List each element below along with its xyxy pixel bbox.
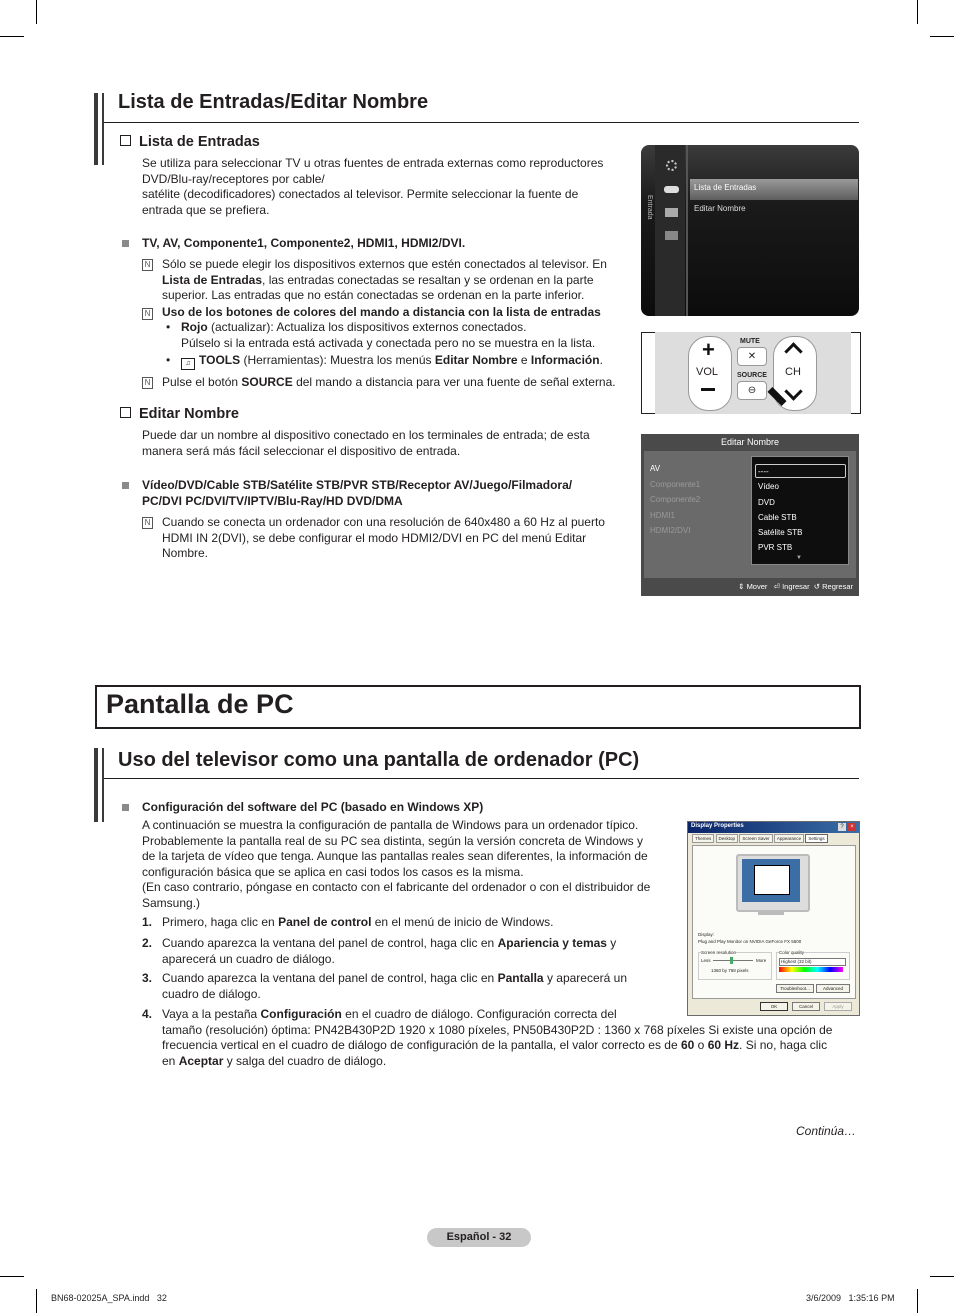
subsection-title bbox=[120, 406, 239, 422]
section-title: Uso del televisor como una pantalla de ordenador (PC) bbox=[118, 749, 640, 771]
text-line: Vaya a la pestaña Configuración en el cuadro de diálogo. Configuración correcta del bbox=[162, 1007, 617, 1021]
text-line: Se utiliza para seleccionar TV u otras fuentes de entrada externas como reproductores bbox=[142, 156, 604, 170]
text-line: superior. Las entradas que no están conectadas se ordenan en la parte inferior. bbox=[162, 288, 585, 302]
subsection-title-text: Lista de Entradas bbox=[139, 134, 260, 150]
footer-enter: Ingresar bbox=[782, 582, 810, 591]
square-bullet-icon bbox=[122, 482, 129, 489]
step-text bbox=[162, 971, 677, 1002]
slider-thumb[interactable] bbox=[730, 957, 733, 964]
crop-mark bbox=[930, 36, 954, 37]
chapter-title: Pantalla de PC bbox=[106, 689, 294, 719]
text-line: de la tarjeta de vídeo que tenga. Aunque las pantallas reales sean diferentes, la información de bbox=[142, 849, 648, 863]
color-select[interactable]: Highest (32 bit) bbox=[779, 958, 846, 966]
tab-themes[interactable]: Themes bbox=[692, 834, 714, 843]
left-list bbox=[650, 461, 700, 539]
list-item[interactable]: HDMI2/DVI bbox=[650, 526, 691, 535]
square-bullet-icon bbox=[122, 240, 129, 247]
text-line: HDMI IN 2(DVI), se debe configurar el modo HDMI2/DVI en PC del menú Editar bbox=[162, 530, 587, 545]
text-line: Puede dar un nombre al dispositivo conectado en los terminales de entrada; de esta bbox=[142, 428, 590, 442]
return-icon: ↺ bbox=[813, 582, 821, 591]
note-text bbox=[162, 515, 632, 562]
text-line: frecuencia vertical en el cuadro de diálogo de configuración de la pantalla, el valor correcto es de 60 o 60 Hz. Si no, haga clic bbox=[162, 1038, 828, 1052]
tab-screen-saver[interactable]: Screen Saver bbox=[739, 834, 772, 843]
display-label: Display: bbox=[698, 932, 715, 937]
list-item[interactable]: Cable STB bbox=[758, 512, 797, 522]
step-text: Primero, haga clic en Panel de control en el menú de inicio de Windows. bbox=[162, 915, 554, 929]
vol-minus-icon bbox=[701, 388, 715, 391]
menu-divider bbox=[686, 145, 688, 316]
sub-bullet: • bbox=[166, 353, 171, 367]
text-line: (En caso contrario, póngase en contacto con el fabricante del ordenador o con el distribuidor de bbox=[142, 880, 651, 894]
mute-icon: ✕ bbox=[747, 351, 757, 362]
chevron-down-icon: ▼ bbox=[796, 555, 802, 561]
text-line: cuadro de diálogo. bbox=[162, 986, 261, 1001]
editar-nombre-screenshot bbox=[641, 434, 859, 596]
dropdown-list bbox=[758, 464, 802, 556]
text-line: configuración básica que se aplica en casi todos los casos es la misma. bbox=[142, 864, 524, 879]
dialog-tabs bbox=[692, 836, 828, 841]
section-title: Lista de Entradas/Editar Nombre bbox=[118, 91, 429, 113]
resolution-label: Screen resolution bbox=[701, 950, 737, 955]
checkbox-icon bbox=[120, 407, 131, 418]
note-icon: N bbox=[142, 259, 153, 271]
crop-mark bbox=[930, 1276, 954, 1277]
note-icon: N bbox=[142, 308, 153, 320]
step-text bbox=[162, 936, 677, 967]
step-number: 3. bbox=[142, 971, 153, 985]
menu-item-editar-nombre[interactable]: Editar Nombre bbox=[694, 204, 746, 213]
display-value: Plug and Play Monitor on NVIDIA GeForce FX 5600 bbox=[698, 939, 802, 944]
text-line: Púlselo si la entrada está activada y conectada pero no se muestra en la lista. bbox=[181, 335, 596, 350]
section-bar bbox=[102, 93, 104, 165]
bullet-heading: Configuración del software del PC (basado en Windows XP) bbox=[142, 800, 484, 814]
crop-mark bbox=[917, 1289, 918, 1313]
dialog-title: Display Properties bbox=[691, 823, 744, 829]
close-icon[interactable]: × bbox=[848, 823, 856, 831]
resolution-slider[interactable] bbox=[713, 960, 753, 961]
crop-mark bbox=[917, 0, 918, 24]
apply-button[interactable]: Apply bbox=[824, 1002, 852, 1011]
tab-appearance[interactable]: Appearance bbox=[774, 834, 804, 843]
step-number: 4. bbox=[142, 1007, 153, 1021]
text-line: entrada que se prefiera. bbox=[142, 202, 270, 217]
remote-illustration bbox=[641, 332, 861, 414]
monitor-stand bbox=[758, 910, 784, 915]
cancel-button[interactable]: Cancel bbox=[792, 1002, 820, 1011]
bullet-heading: TV, AV, Componente1, Componente2, HDMI1, HDMI2/DVI. bbox=[142, 236, 466, 250]
paragraph bbox=[142, 428, 632, 459]
mute-button[interactable] bbox=[737, 347, 767, 366]
ch-label: CH bbox=[785, 366, 801, 378]
vol-label: VOL bbox=[696, 366, 719, 378]
note-icon: N bbox=[142, 517, 153, 529]
list-item[interactable]: Satélite STB bbox=[758, 528, 803, 538]
crop-mark bbox=[36, 0, 37, 24]
enter-icon: ⏎ bbox=[773, 582, 780, 591]
resolution-value: 1360 by 768 pixels bbox=[711, 968, 749, 973]
menu-item-label: Lista de Entradas bbox=[694, 183, 757, 192]
move-icon: ⇕ bbox=[738, 582, 745, 591]
section-bar bbox=[102, 748, 104, 822]
text-line: Cuando aparezca la ventana del panel de control, haga clic en Apariencia y temas y bbox=[162, 936, 617, 950]
text-line: Vídeo/DVD/Cable STB/Satélite STB/PVR STB/Receptor AV/Juego/Filmadora/ bbox=[142, 478, 573, 492]
source-icon: ⊖ bbox=[747, 385, 757, 396]
list-item[interactable]: AV bbox=[650, 464, 661, 473]
application-icon bbox=[665, 208, 678, 217]
text-line: PC/DVI PC/DVI/TV/IPTV/Blu-Ray/HD DVD/DMA bbox=[142, 493, 403, 508]
continued-label: Continúa… bbox=[796, 1124, 857, 1138]
crop-mark bbox=[0, 1276, 24, 1277]
section-bar bbox=[94, 93, 98, 165]
text-line: Cuando se conecta un ordenador con una resolución de 640x480 a 60 Hz al puerto bbox=[162, 515, 605, 529]
resolution-group bbox=[698, 952, 772, 980]
list-item[interactable]: Vídeo bbox=[758, 482, 779, 492]
sub-bullet-text: ♫ TOOLS (Herramientas): Muestra los menús Editar Nombre e Información. bbox=[181, 353, 631, 370]
text-line: Uso de los botones de colores del mando a distancia con la lista de entradas bbox=[162, 305, 601, 319]
text-line: Nombre. bbox=[162, 546, 209, 560]
color-group bbox=[776, 952, 850, 980]
tab-desktop[interactable]: Desktop bbox=[716, 834, 739, 843]
text-line: Sólo se puede elegir los dispositivos externos que estén conectados al televisor. En bbox=[162, 257, 607, 271]
subsection-title bbox=[120, 134, 260, 150]
square-bullet-icon bbox=[122, 804, 129, 811]
text-line: tamaño (resolución) óptima: PN42B430P2D 1920 x 1080 píxeles, PN50B430P2D : 1360 x 768 píxeles Si existe una opción de bbox=[162, 1022, 833, 1037]
note-text bbox=[162, 305, 632, 321]
source-button[interactable] bbox=[737, 381, 767, 400]
text-line: aparecerá un cuadro de diálogo. bbox=[162, 951, 335, 966]
settings-icon bbox=[666, 160, 677, 171]
text-line: DVD/Blu-ray/receptores por cable/ bbox=[142, 171, 325, 186]
text-line: satélite (decodificadores) conectados al televisor. Permite seleccionar la fuente de bbox=[142, 187, 579, 201]
panel-title: Editar Nombre bbox=[720, 437, 780, 447]
help-icon[interactable]: ? bbox=[838, 823, 846, 831]
advanced-button[interactable]: Advanced bbox=[816, 984, 850, 993]
mute-label: MUTE bbox=[740, 338, 760, 345]
support-icon bbox=[665, 231, 678, 240]
sub-bullet: • bbox=[166, 320, 171, 334]
ok-button[interactable]: OK bbox=[760, 1002, 788, 1011]
text-line: Samsung.) bbox=[142, 895, 201, 910]
section-bar bbox=[94, 748, 98, 822]
text-line: en Aceptar y salga del cuadro de diálogo. bbox=[162, 1053, 387, 1068]
paragraph bbox=[142, 818, 672, 911]
list-item[interactable]: Componente1 bbox=[650, 479, 701, 489]
input-icon bbox=[664, 186, 679, 193]
step-number: 2. bbox=[142, 936, 153, 950]
section-rule bbox=[104, 122, 859, 123]
footer-file: BN68-02025A_SPA.indd 32 bbox=[51, 1293, 167, 1303]
text-line: Rojo (actualizar): Actualiza los dispositivos externos conectados. bbox=[181, 320, 527, 334]
display-properties-dialog bbox=[687, 821, 860, 1016]
text-line: Cuando aparezca la ventana del panel de control, haga clic en Pantalla y aparecerá un bbox=[162, 971, 627, 985]
source-label: SOURCE bbox=[737, 372, 767, 379]
step-text bbox=[162, 1007, 862, 1069]
crop-mark bbox=[36, 1289, 37, 1313]
text-line: A continuación se muestra la configuración de pantalla de Windows para un ordenador típico. bbox=[142, 818, 639, 832]
menu-side-label: Entrada bbox=[646, 195, 653, 220]
note-text bbox=[162, 257, 632, 304]
text-line: Lista de Entradas, las entradas conectadas se resaltan y se ordenan en la parte bbox=[162, 272, 594, 287]
crop-mark bbox=[0, 36, 24, 37]
list-item[interactable]: DVD bbox=[758, 497, 775, 507]
text-line: manera será más fácil seleccionar el dispositivo de entrada. bbox=[142, 443, 461, 458]
monitor-window bbox=[754, 865, 790, 895]
tv-menu-screenshot bbox=[641, 145, 859, 316]
footer-return: Regresar bbox=[822, 582, 853, 591]
checkbox-icon bbox=[120, 135, 131, 146]
step-number: 1. bbox=[142, 915, 153, 929]
more-label: More bbox=[756, 958, 767, 963]
text-line: Probablemente la pantalla real de su PC sea distinta, según la versión concreta de Windows y bbox=[142, 833, 643, 848]
sub-bullet-text bbox=[181, 320, 631, 351]
page-number-badge: Español - 32 bbox=[427, 1228, 531, 1247]
bullet-heading bbox=[142, 478, 632, 509]
tools-icon: ♫ bbox=[181, 358, 195, 370]
paragraph bbox=[142, 156, 632, 218]
less-label: Less bbox=[701, 958, 711, 963]
panel-footer bbox=[641, 582, 853, 591]
troubleshoot-button[interactable]: Troubleshoot... bbox=[776, 984, 814, 993]
subsection-title-text: Editar Nombre bbox=[139, 406, 239, 422]
section-rule bbox=[104, 778, 859, 779]
list-item[interactable]: Componente2 bbox=[650, 495, 701, 504]
footer-move: Mover bbox=[746, 582, 768, 591]
tab-settings[interactable]: Settings bbox=[805, 834, 827, 843]
list-item[interactable]: PVR STB bbox=[758, 543, 793, 553]
color-bar bbox=[779, 967, 843, 972]
vol-plus-icon: + bbox=[702, 337, 715, 362]
footer-timestamp: 3/6/2009 1:35:16 PM bbox=[806, 1293, 895, 1303]
note-icon: N bbox=[142, 377, 153, 389]
color-label: Color quality bbox=[779, 950, 805, 955]
list-item[interactable]: HDMI1 bbox=[650, 510, 675, 520]
note-text: Pulse el botón SOURCE del mando a distancia para ver una fuente de señal externa. bbox=[162, 375, 616, 389]
list-item[interactable]: ---- bbox=[758, 467, 769, 476]
